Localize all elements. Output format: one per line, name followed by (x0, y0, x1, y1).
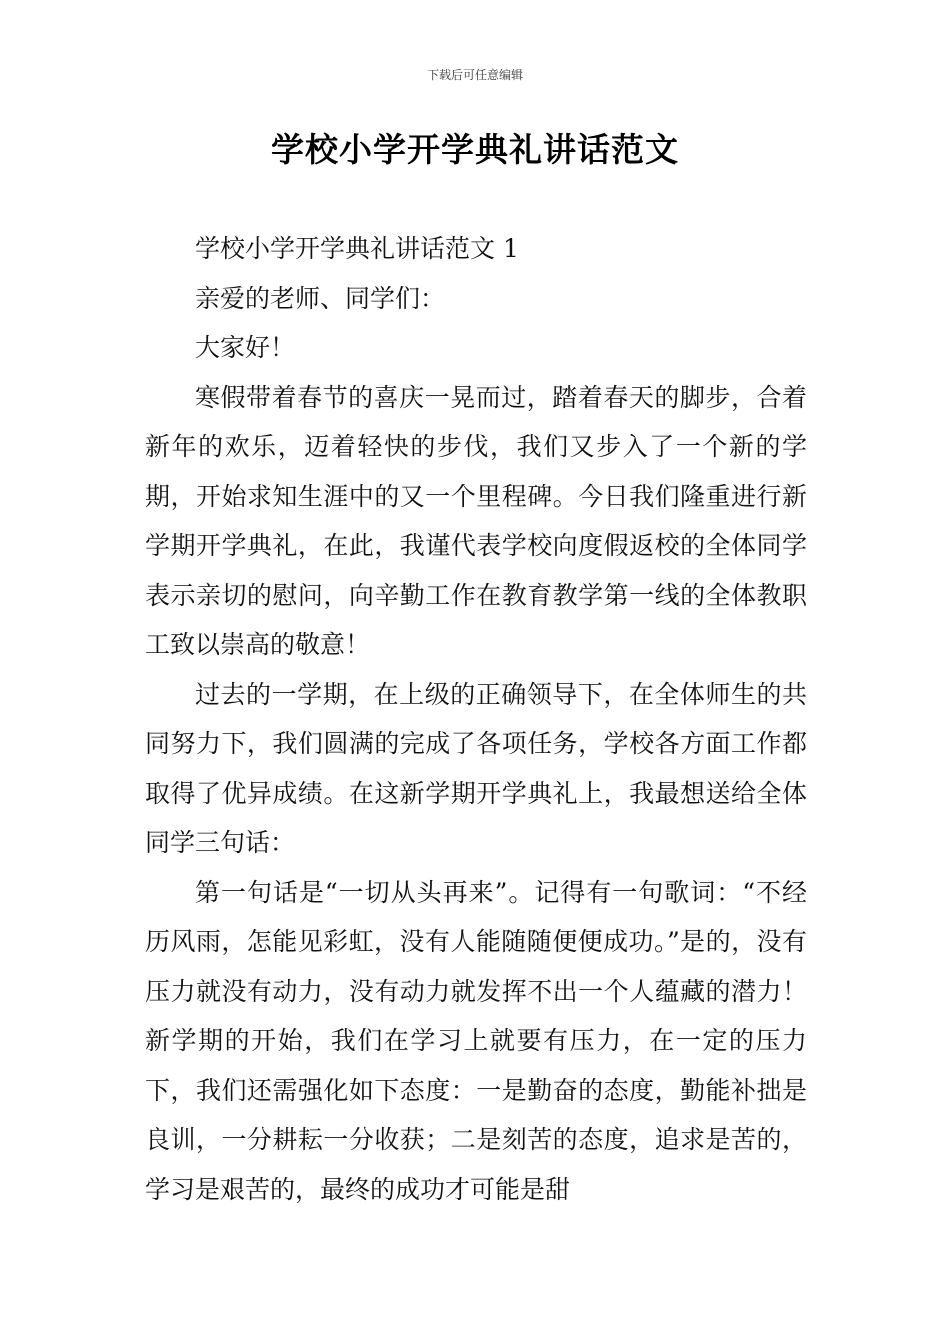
paragraph-subtitle: 学校小学开学典礼讲话范文 1 (195, 234, 519, 263)
paragraph-salutation: 亲爱的老师、同学们： (195, 283, 446, 313)
paragraph-greeting: 大家好！ (195, 333, 296, 362)
paragraph-review: 过去的一学期，在上级的正确领导下，在全体师生的共同努力下，我们圆满的完成了各项任务，学校各方面工作都取得了优异成绩。在这新学期开学典礼上，我最想送给全体同学三句话： (145, 679, 807, 857)
paragraph-opening: 寒假带着春节的喜庆一晃而过，踏着春天的脚步，合着新年的欢乐，迈着轻快的步伐，我们又步入了一个新的学期，开始求知生涯中的又一个里程碑。今日我们隆重进行新学期开学典礼，在此，我谨代表学校向度假返校的全体同学表示亲切的慰问，向辛勤工作在教育教学第一线的全体教职工致以崇高的敬意！ (145, 382, 807, 659)
paragraph-first-saying: 第一句话是“一切从头再来”。记得有一句歌词：“不经历风雨，怎能见彩虹，没有人能随随便便成功。”是的，没有压力就没有动力，没有动力就发挥不出一个人蕴藏的潜力！新学期的开始，我们在学习上就要有压力，在一定的压力下，我们还需强化如下态度：一是勤奋的态度，勤能补拙是良训，一分耕耘一分收获；二是刻苦的态度，追求是苦的，学习是艰苦的，最终的成功才可能是甜 (145, 877, 807, 1204)
document-body (145, 224, 807, 1214)
document-title: 学校小学开学典礼讲话范文 (271, 130, 679, 169)
page-header-note: 下载后可任意编辑 (426, 68, 523, 82)
